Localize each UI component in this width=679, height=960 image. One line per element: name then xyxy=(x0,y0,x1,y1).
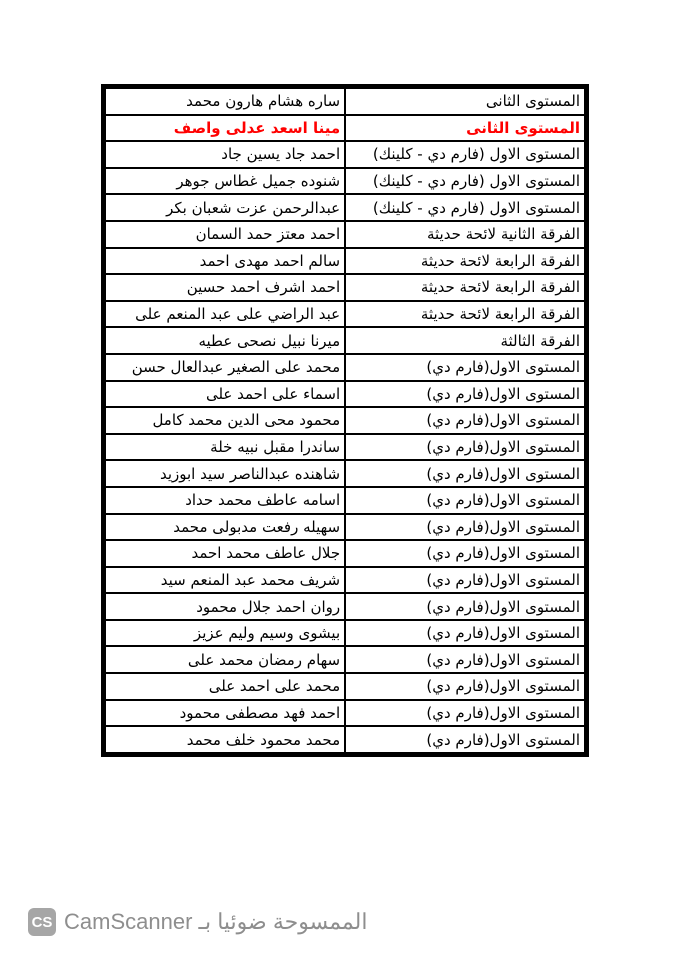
table-row xyxy=(105,460,585,487)
student-name-cell: سهيله رفعت مدبولى محمد xyxy=(105,514,345,541)
table-row xyxy=(105,620,585,647)
level-cell: المستوى الاول(فارم دي) xyxy=(345,593,585,620)
table-row xyxy=(105,381,585,408)
student-name-cell: عبدالرحمن عزت شعبان بكر xyxy=(105,194,345,221)
level-cell: المستوى الاول(فارم دي) xyxy=(345,487,585,514)
student-name-cell: احمد معتز حمد السمان xyxy=(105,221,345,248)
table-row xyxy=(105,354,585,381)
student-name-cell: محمد محمود خلف محمد xyxy=(105,726,345,753)
level-cell: المستوى الثانى xyxy=(345,115,585,142)
level-cell: المستوى الاول(فارم دي) xyxy=(345,540,585,567)
level-cell: المستوى الاول(فارم دي) xyxy=(345,407,585,434)
table-row xyxy=(105,88,585,115)
table-row xyxy=(105,301,585,328)
student-name-cell: جلال عاطف محمد احمد xyxy=(105,540,345,567)
table-row xyxy=(105,274,585,301)
table-row xyxy=(105,407,585,434)
student-name-cell: سهام رمضان محمد على xyxy=(105,646,345,673)
student-name-cell: محمد على احمد على xyxy=(105,673,345,700)
student-name-cell: احمد فهد مصطفى محمود xyxy=(105,700,345,727)
level-cell: الفرقة الرابعة لائحة حديثة xyxy=(345,248,585,275)
level-cell: المستوى الاول(فارم دي) xyxy=(345,514,585,541)
level-cell: الفرقة الثانية لائحة حديثة xyxy=(345,221,585,248)
table-row xyxy=(105,700,585,727)
student-name-cell: شريف محمد عبد المنعم سيد xyxy=(105,567,345,594)
student-name-cell: ساندرا مقبل نبيه خلة xyxy=(105,434,345,461)
table-row xyxy=(105,115,585,142)
table-row xyxy=(105,168,585,195)
level-cell: المستوى الاول(فارم دي) xyxy=(345,434,585,461)
table-row xyxy=(105,567,585,594)
level-cell: المستوى الاول (فارم دي - كلينك) xyxy=(345,141,585,168)
level-cell: الفرقة الرابعة لائحة حديثة xyxy=(345,274,585,301)
table-row xyxy=(105,194,585,221)
watermark-text: CamScanner الممسوحة ضوئيا بـ xyxy=(64,909,368,934)
student-name-cell: احمد اشرف احمد حسين xyxy=(105,274,345,301)
student-name-cell: ميرنا نبيل نصحى عطيه xyxy=(105,327,345,354)
level-cell: المستوى الاول(فارم دي) xyxy=(345,646,585,673)
level-cell: الفرقة الثالثة xyxy=(345,327,585,354)
table-row xyxy=(105,141,585,168)
student-name-cell: عبد الراضي على عبد المنعم على xyxy=(105,301,345,328)
student-table xyxy=(104,87,586,754)
student-name-cell: شنوده جميل غطاس جوهر xyxy=(105,168,345,195)
table-row xyxy=(105,646,585,673)
table-row xyxy=(105,487,585,514)
student-name-cell: مينا اسعد عدلى واصف xyxy=(105,115,345,142)
student-name-cell: احمد جاد يسين جاد xyxy=(105,141,345,168)
table-row xyxy=(105,540,585,567)
table-row xyxy=(105,221,585,248)
level-cell: المستوى الاول(فارم دي) xyxy=(345,673,585,700)
level-cell: المستوى الاول (فارم دي - كلينك) xyxy=(345,168,585,195)
camscanner-watermark xyxy=(28,906,367,938)
table-body xyxy=(105,88,585,753)
student-name-cell: محمد على الصغير عبدالعال حسن xyxy=(105,354,345,381)
student-name-cell: شاهنده عبدالناصر سيد ابوزيد xyxy=(105,460,345,487)
level-cell: المستوى الاول(فارم دي) xyxy=(345,460,585,487)
student-name-cell: ساره هشام هارون محمد xyxy=(105,88,345,115)
student-name-cell: اسامه عاطف محمد حداد xyxy=(105,487,345,514)
level-cell: المستوى الاول (فارم دي - كلينك) xyxy=(345,194,585,221)
student-name-cell: روان احمد جلال محمود xyxy=(105,593,345,620)
student-name-cell: سالم احمد مهدى احمد xyxy=(105,248,345,275)
table-row xyxy=(105,434,585,461)
level-cell: المستوى الاول(فارم دي) xyxy=(345,700,585,727)
level-cell: الفرقة الرابعة لائحة حديثة xyxy=(345,301,585,328)
student-name-cell: اسماء على احمد على xyxy=(105,381,345,408)
level-cell: المستوى الاول(فارم دي) xyxy=(345,726,585,753)
table-row xyxy=(105,673,585,700)
student-name-cell: محمود محى الدين محمد كامل xyxy=(105,407,345,434)
table-row xyxy=(105,726,585,753)
student-table-frame xyxy=(101,84,589,757)
level-cell: المستوى الثانى xyxy=(345,88,585,115)
table-row xyxy=(105,514,585,541)
level-cell: المستوى الاول(فارم دي) xyxy=(345,354,585,381)
table-row xyxy=(105,327,585,354)
camscanner-logo-icon: CS xyxy=(28,908,56,936)
table-row xyxy=(105,593,585,620)
level-cell: المستوى الاول(فارم دي) xyxy=(345,381,585,408)
table-row xyxy=(105,248,585,275)
student-name-cell: بيشوى وسيم وليم عزيز xyxy=(105,620,345,647)
level-cell: المستوى الاول(فارم دي) xyxy=(345,567,585,594)
level-cell: المستوى الاول(فارم دي) xyxy=(345,620,585,647)
